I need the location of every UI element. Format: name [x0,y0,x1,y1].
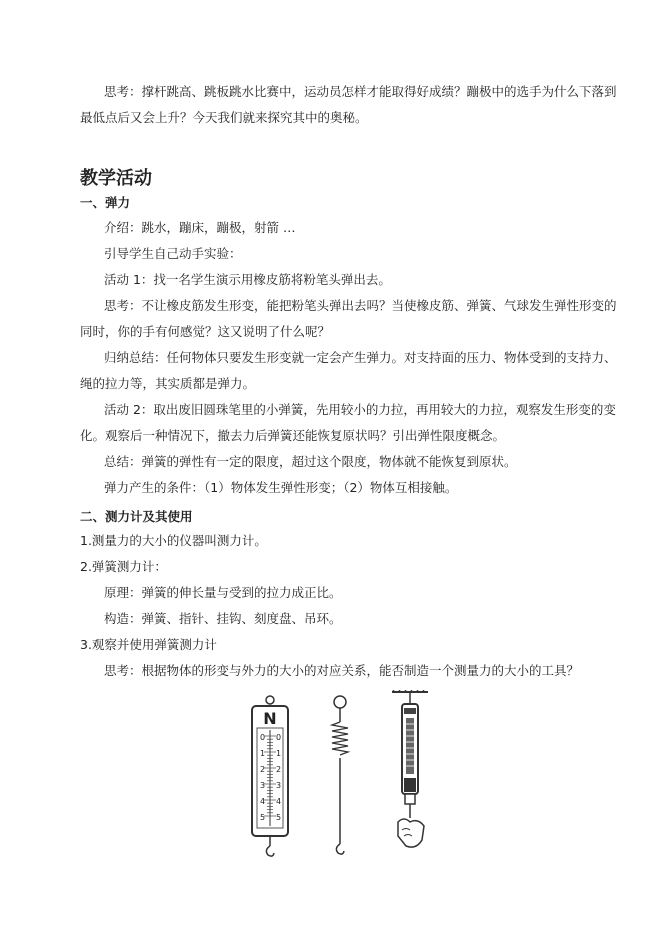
s2-line-4: 3.观察并使用弹簧测力计 [80,637,217,652]
scale-left-0: 0 [260,733,266,742]
s1-line-0: 介绍：跳水，蹦床，蹦极，射箭 … [104,220,296,235]
scale-left-1: 1 [260,749,266,758]
scale-right-2: 2 [276,765,282,774]
section-2-title: 二、测力计及其使用 [80,509,193,524]
tube-spring-scale [391,690,428,847]
intro-line-2: 最低点后又会上升？今天我们就来探究其中的奥秘。 [80,110,368,125]
scale-left-3: 3 [260,781,266,790]
spring-scale-figure [240,690,440,865]
scale-left-2: 2 [260,765,266,774]
s1-line-10: 弹力产生的条件：（1）物体发生弹性形变；（2）物体互相接触。 [104,480,458,495]
s2-line-1: 2.弹簧测力计： [80,559,167,574]
page-heading: 教学活动 [80,168,152,189]
dial-letter: N [263,709,277,728]
s1-line-4: 同时，你的手有何感觉？这又说明了什么呢？ [80,324,331,339]
dial-spring-scale [252,696,288,856]
scale-right-3: 3 [276,781,282,790]
bare-spring [332,696,348,854]
s1-line-1: 引导学生自己动手实验： [104,246,242,261]
scale-right-4: 4 [276,797,282,806]
s1-line-2: 活动 1：找一名学生演示用橡皮筋将粉笔头弹出去。 [104,272,391,287]
scale-right-1: 1 [276,749,282,758]
s2-line-3: 构造：弹簧、指针、挂钩、刻度盘、吊环。 [104,611,342,626]
scale-left-4: 4 [260,797,266,806]
s1-line-3: 思考：不让橡皮筋发生形变，能把粉笔头弹出去吗？当使橡皮筋、弹簧、气球发生弹性形变的 [104,298,617,313]
s2-line-5: 思考：根据物体的形变与外力的大小的对应关系，能否制造一个测量力的大小的工具？ [104,663,580,678]
s1-line-8: 化。观察后一种情况下，撤去力后弹簧还能恢复原状吗？引出弹性限度概念。 [80,428,506,443]
scale-left-5: 5 [260,813,266,822]
scale-right-5: 5 [276,813,282,822]
section-1-title: 一、弹力 [80,195,131,210]
s1-line-9: 总结：弹簧的弹性有一定的限度，超过这个限度，物体就不能恢复到原状。 [104,454,517,469]
s1-line-5: 归纳总结：任何物体只要发生形变就一定会产生弹力。对支持面的压力、物体受到的支持力、 [104,350,617,365]
scale-right-0: 0 [276,733,282,742]
s2-line-0: 1.测量力的大小的仪器叫测力计。 [80,533,267,548]
hook-icon [266,846,274,856]
s1-line-7: 活动 2：取出废旧圆珠笔里的小弹簧，先用较小的力拉，再用较大的力拉，观察发生形变的变 [104,402,616,417]
s2-line-2: 原理：弹簧的伸长量与受到的拉力成正比。 [104,585,342,600]
s1-line-6: 绳的拉力等，其实质都是弹力。 [80,376,256,391]
intro-line-1: 思考：撑杆跳高、跳板跳水比赛中，运动员怎样才能取得好成绩？蹦极中的选手为什么下落到 [104,84,617,99]
hand-icon [398,819,424,847]
